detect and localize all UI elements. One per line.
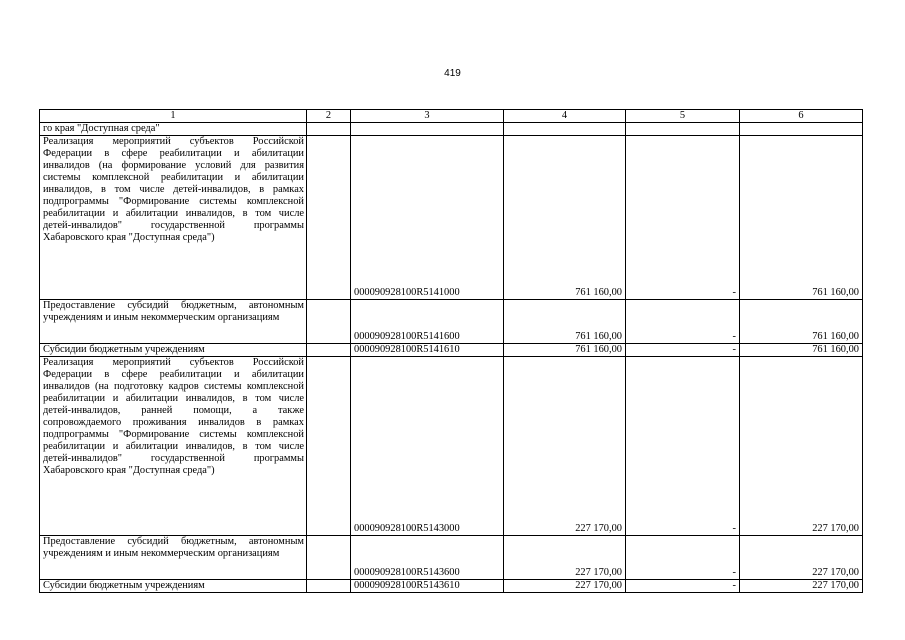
row-code: 000090928100R5143600: [351, 536, 504, 580]
row-amount: 761 160,00: [504, 136, 626, 300]
row-amount: 761 160,00: [504, 344, 626, 357]
header-cell-2: 2: [307, 110, 351, 123]
row-col2: [307, 300, 351, 344]
table-row: [40, 344, 863, 357]
row-change: -: [626, 344, 740, 357]
row-change: -: [626, 300, 740, 344]
header-cell-1: 1: [40, 110, 307, 123]
row-amount: [504, 123, 626, 136]
table-row: [40, 300, 863, 344]
header-row: [40, 110, 863, 123]
row-code: [351, 123, 504, 136]
row-col2: [307, 136, 351, 300]
row-description: го края "Доступная среда": [40, 123, 307, 136]
row-amount: 227 170,00: [504, 536, 626, 580]
row-col2: [307, 536, 351, 580]
row-total: 227 170,00: [740, 536, 863, 580]
table-row: [40, 580, 863, 593]
row-change: -: [626, 536, 740, 580]
row-description: Реализация мероприятий субъектов Российской Федерации в сфере реабилитации и абилитации инвалидов (на подготовку кадров системы комплексной реабилитации и абилитации инвалидов, в том числе детей-инвалидов, ранней помощи, а также сопровождаемого проживания инвалидов в рамках подпрограммы "Формирование системы комплексной реабилитации и абилитации инвалидов, в том числе детей-инвалидов" государственной программы Хабаровского края "Доступная среда"): [40, 357, 307, 536]
table-row: [40, 123, 863, 136]
header-cell-6: 6: [740, 110, 863, 123]
row-change: -: [626, 580, 740, 593]
table-row: [40, 536, 863, 580]
row-code: 000090928100R5141600: [351, 300, 504, 344]
row-amount: 227 170,00: [504, 357, 626, 536]
header-cell-3: 3: [351, 110, 504, 123]
row-description: Субсидии бюджетным учреждениям: [40, 344, 307, 357]
row-col2: [307, 123, 351, 136]
budget-table-body: [40, 110, 863, 593]
header-cell-4: 4: [504, 110, 626, 123]
row-change: -: [626, 357, 740, 536]
row-col2: [307, 344, 351, 357]
page-number: 419: [444, 68, 461, 79]
row-change: -: [626, 136, 740, 300]
row-description: Реализация мероприятий субъектов Российской Федерации в сфере реабилитации и абилитации инвалидов (на формирование условий для развития системы комплексной реабилитации и абилитации инвалидов, в том числе детей-инвалидов, в рамках подпрограммы "Формирование системы комплексной реабилитации и абилитации инвалидов, в том числе детей-инвалидов" государственной программы Хабаровского края "Доступная среда"): [40, 136, 307, 300]
row-amount: 761 160,00: [504, 300, 626, 344]
row-code: 000090928100R5141000: [351, 136, 504, 300]
row-col2: [307, 580, 351, 593]
row-change: [626, 123, 740, 136]
row-col2: [307, 357, 351, 536]
row-total: 227 170,00: [740, 580, 863, 593]
table-row: [40, 136, 863, 300]
row-code: 000090928100R5143610: [351, 580, 504, 593]
row-code: 000090928100R5141610: [351, 344, 504, 357]
header-cell-5: 5: [626, 110, 740, 123]
row-total: 761 160,00: [740, 136, 863, 300]
row-total: 761 160,00: [740, 300, 863, 344]
row-total: 761 160,00: [740, 344, 863, 357]
row-total: [740, 123, 863, 136]
budget-table: [39, 109, 863, 593]
row-code: 000090928100R5143000: [351, 357, 504, 536]
row-description: Предоставление субсидий бюджетным, автономным учреждениям и иным некоммерческим организациям: [40, 536, 307, 580]
row-description: Субсидии бюджетным учреждениям: [40, 580, 307, 593]
row-description: Предоставление субсидий бюджетным, автономным учреждениям и иным некоммерческим организациям: [40, 300, 307, 344]
table-row: [40, 357, 863, 536]
row-total: 227 170,00: [740, 357, 863, 536]
row-amount: 227 170,00: [504, 580, 626, 593]
